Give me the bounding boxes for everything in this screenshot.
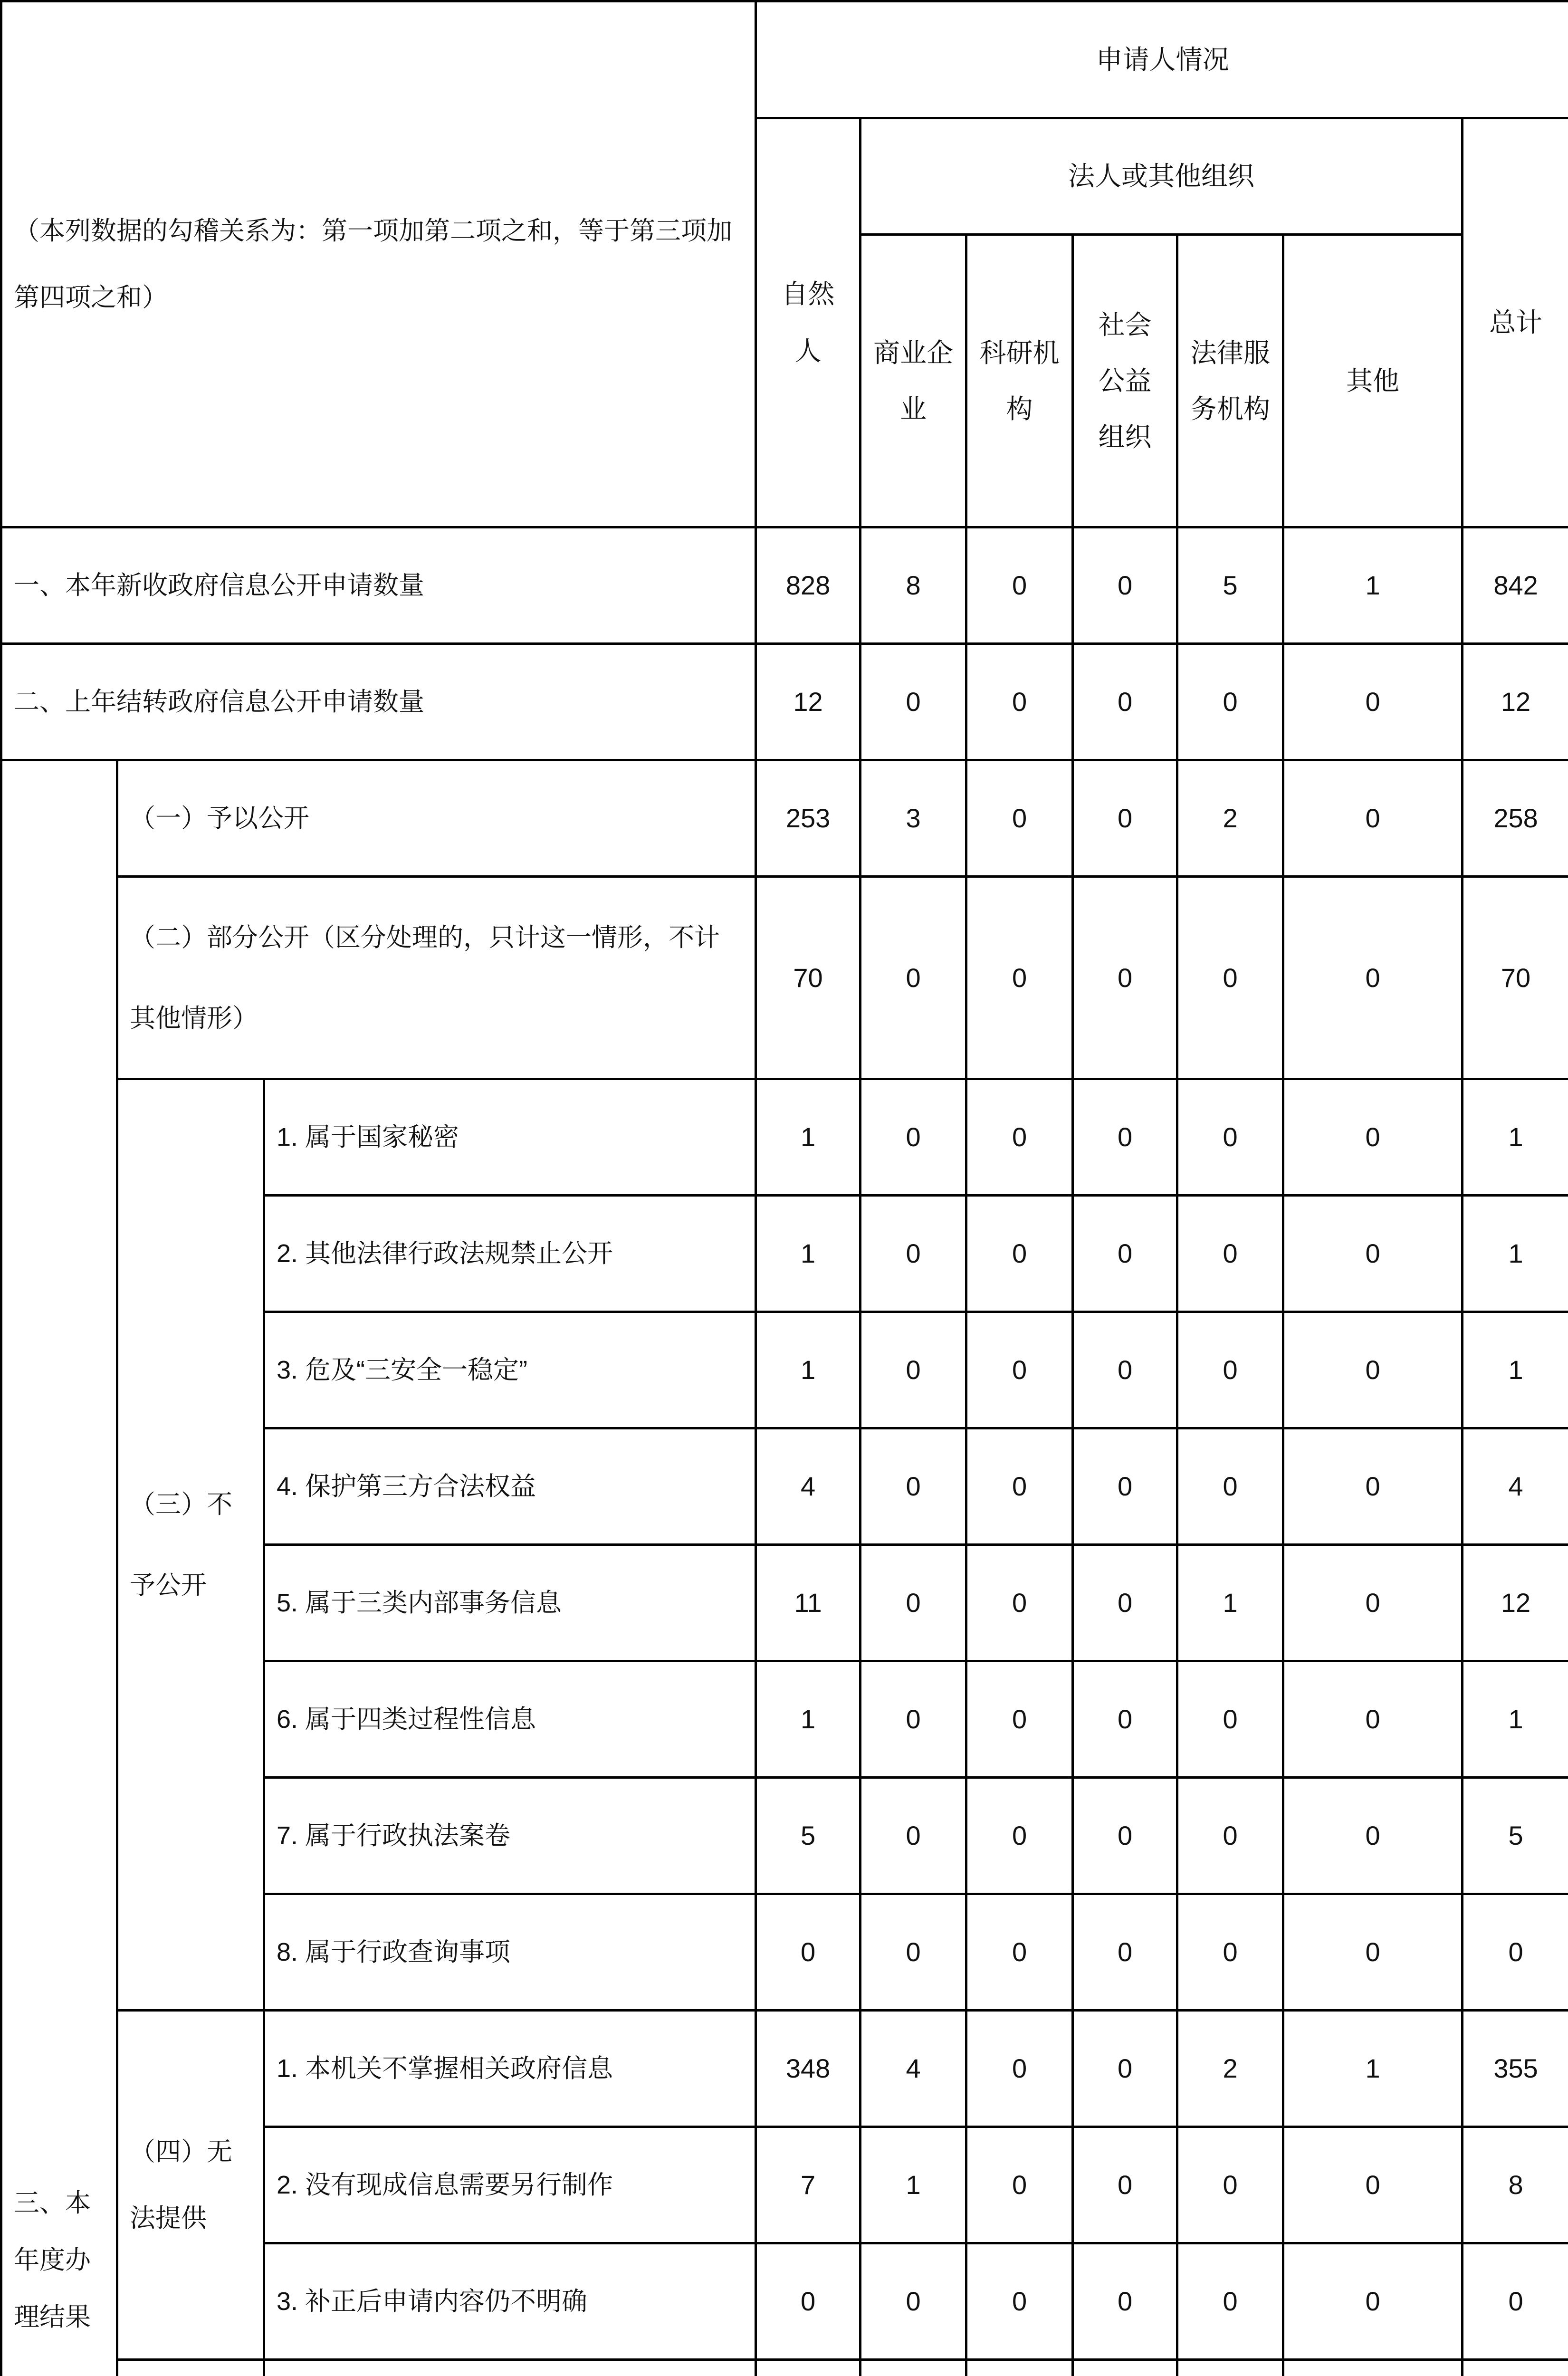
value-cell: 1 — [756, 1196, 860, 1312]
value-cell: 4 — [1463, 1428, 1568, 1545]
value-cell: 0 — [860, 1545, 966, 1661]
value-cell: 0 — [1463, 2243, 1568, 2360]
value-cell: 0 — [860, 1312, 966, 1428]
value-cell: 0 — [966, 1196, 1073, 1312]
value-cell: 0 — [966, 1545, 1073, 1661]
value-cell: 0 — [1073, 1894, 1177, 2011]
value-cell: 828 — [756, 527, 860, 644]
row-label: 7. 属于行政执法案卷 — [264, 1778, 756, 1894]
value-cell: 0 — [1283, 1428, 1463, 1545]
value-cell: 0 — [1073, 2243, 1177, 2360]
value-cell: 12 — [1463, 1545, 1568, 1661]
value-cell: 12 — [756, 644, 860, 760]
value-cell: 0 — [1283, 1545, 1463, 1661]
value-cell: 0 — [1073, 644, 1177, 760]
value-cell: 0 — [966, 1428, 1073, 1545]
value-cell: 0 — [1177, 2243, 1283, 2360]
section-3-label: 三、本年度办理结果 — [1, 760, 117, 2376]
value-cell: 0 — [1283, 1079, 1463, 1196]
group-3-label: （三）不予公开 — [117, 1079, 264, 2011]
value-cell: 1 — [1283, 527, 1463, 644]
value-cell: 2 — [1177, 2011, 1283, 2127]
header-note: （本列数据的勾稽关系为：第一项加第二项之和，等于第三项加第四项之和） — [1, 1, 756, 527]
row-label: 2. 其他法律行政法规禁止公开 — [264, 1196, 756, 1312]
value-cell: 0 — [860, 1661, 966, 1778]
value-cell: 0 — [1177, 877, 1283, 1079]
value-cell: 0 — [1283, 1312, 1463, 1428]
row-label: 8. 属于行政查询事项 — [264, 1894, 756, 2011]
value-cell: 0 — [860, 877, 966, 1079]
value-cell: 0 — [860, 2243, 966, 2360]
value-cell: 0 — [1283, 644, 1463, 760]
value-cell: 0 — [1177, 2127, 1283, 2243]
table-row — [1, 760, 1568, 877]
table-row — [1, 2011, 1568, 2127]
value-cell: 0 — [1073, 1079, 1177, 1196]
row-label: （一）予以公开 — [117, 760, 756, 877]
value-cell: 0 — [1177, 644, 1283, 760]
value-cell: 0 — [966, 527, 1073, 644]
value-cell: 8 — [1463, 2127, 1568, 2243]
value-cell: 0 — [1283, 2127, 1463, 2243]
value-cell: 0 — [756, 1894, 860, 2011]
value-cell: 0 — [966, 877, 1073, 1079]
row-label: 5. 属于三类内部事务信息 — [264, 1545, 756, 1661]
value-cell: 0 — [1463, 1894, 1568, 2011]
value-cell: 0 — [966, 1079, 1073, 1196]
value-cell: 3 — [860, 760, 966, 877]
value-cell: 0 — [1283, 877, 1463, 1079]
value-cell: 0 — [966, 1312, 1073, 1428]
value-cell: 4 — [860, 2011, 966, 2127]
value-cell: 0 — [966, 2011, 1073, 2127]
table-row — [1, 644, 1568, 760]
value-cell — [1283, 2360, 1463, 2376]
value-cell: 348 — [756, 2011, 860, 2127]
value-cell: 842 — [1463, 527, 1568, 644]
row-label: 1. 属于国家秘密 — [264, 1079, 756, 1196]
value-cell: 0 — [966, 2243, 1073, 2360]
value-cell: 0 — [1177, 1079, 1283, 1196]
value-cell: 0 — [1283, 2243, 1463, 2360]
table-row — [1, 2360, 1568, 2376]
value-cell: 5 — [1177, 527, 1283, 644]
value-cell: 0 — [1177, 1312, 1283, 1428]
value-cell: 253 — [756, 760, 860, 877]
header-applicant-info: 申请人情况 — [756, 1, 1568, 118]
value-cell: 0 — [966, 1661, 1073, 1778]
value-cell: 7 — [756, 2127, 860, 2243]
value-cell: 0 — [966, 644, 1073, 760]
value-cell: 0 — [860, 1196, 966, 1312]
header-other: 其他 — [1283, 235, 1463, 527]
value-cell: 0 — [1073, 527, 1177, 644]
row-label: 3. 补正后申请内容仍不明确 — [264, 2243, 756, 2360]
value-cell: 0 — [1177, 1196, 1283, 1312]
value-cell: 2 — [1177, 760, 1283, 877]
value-cell: 0 — [860, 1894, 966, 2011]
header-total: 总计 — [1463, 118, 1568, 527]
value-cell: 0 — [966, 1778, 1073, 1894]
value-cell: 12 — [1463, 644, 1568, 760]
value-cell: 0 — [1073, 2127, 1177, 2243]
value-cell: 0 — [1283, 1778, 1463, 1894]
value-cell: 0 — [1177, 1661, 1283, 1778]
value-cell: 1 — [756, 1312, 860, 1428]
value-cell: 1 — [1283, 2011, 1463, 2127]
value-cell: 70 — [756, 877, 860, 1079]
value-cell: 0 — [860, 1079, 966, 1196]
value-cell: 0 — [860, 644, 966, 760]
value-cell: 0 — [1283, 1661, 1463, 1778]
header-research: 科研机构 — [966, 235, 1073, 527]
row-label: 4. 保护第三方合法权益 — [264, 1428, 756, 1545]
value-cell: 0 — [966, 760, 1073, 877]
header-legal-service: 法律服务机构 — [1177, 235, 1283, 527]
value-cell: 1 — [1463, 1312, 1568, 1428]
row-label: 2. 没有现成信息需要另行制作 — [264, 2127, 756, 2243]
value-cell: 0 — [1073, 2011, 1177, 2127]
group-4-label: （四）无法提供 — [117, 2011, 264, 2360]
value-cell: 8 — [860, 527, 966, 644]
value-cell: 0 — [1073, 1545, 1177, 1661]
row-label: 1. 本机关不掌握相关政府信息 — [264, 2011, 756, 2127]
value-cell: 70 — [1463, 877, 1568, 1079]
value-cell: 0 — [1073, 1661, 1177, 1778]
row-label: 3. 危及“三安全一稳定” — [264, 1312, 756, 1428]
value-cell — [1177, 2360, 1283, 2376]
value-cell: 0 — [1073, 1196, 1177, 1312]
value-cell: 0 — [860, 1778, 966, 1894]
value-cell: 0 — [966, 1894, 1073, 2011]
row-label — [264, 2360, 756, 2376]
value-cell: 258 — [1463, 760, 1568, 877]
value-cell: 11 — [756, 1545, 860, 1661]
value-cell: 0 — [966, 2127, 1073, 2243]
value-cell: 0 — [1177, 1778, 1283, 1894]
header-legal-or-other: 法人或其他组织 — [860, 118, 1463, 235]
value-cell: 355 — [1463, 2011, 1568, 2127]
table-row — [1, 877, 1568, 1079]
value-cell — [1463, 2360, 1568, 2376]
row-label: （二）部分公开（区分处理的，只计这一情形，不计其他情形） — [117, 877, 756, 1079]
value-cell: 0 — [756, 2243, 860, 2360]
value-cell: 0 — [1283, 760, 1463, 877]
value-cell: 1 — [1463, 1661, 1568, 1778]
table-row — [1, 527, 1568, 644]
value-cell — [966, 2360, 1073, 2376]
value-cell: 0 — [860, 1428, 966, 1545]
table-row — [1, 1079, 1568, 1196]
value-cell: 5 — [756, 1778, 860, 1894]
value-cell: 1 — [1463, 1196, 1568, 1312]
value-cell: 1 — [860, 2127, 966, 2243]
header-natural-person: 自然人 — [756, 118, 860, 527]
value-cell: 0 — [1073, 1428, 1177, 1545]
value-cell: 0 — [1177, 1894, 1283, 2011]
value-cell: 0 — [1283, 1196, 1463, 1312]
value-cell: 0 — [1283, 1894, 1463, 2011]
value-cell: 0 — [1177, 1428, 1283, 1545]
value-cell: 0 — [1073, 1312, 1177, 1428]
value-cell: 0 — [1073, 760, 1177, 877]
group-5-label — [117, 2360, 264, 2376]
row-label: 一、本年新收政府信息公开申请数量 — [1, 527, 756, 644]
value-cell: 5 — [1463, 1778, 1568, 1894]
value-cell: 4 — [756, 1428, 860, 1545]
value-cell — [860, 2360, 966, 2376]
value-cell — [756, 2360, 860, 2376]
row-label: 二、上年结转政府信息公开申请数量 — [1, 644, 756, 760]
header-social-welfare: 社会公益组织 — [1073, 235, 1177, 527]
row-label: 6. 属于四类过程性信息 — [264, 1661, 756, 1778]
value-cell: 0 — [1073, 1778, 1177, 1894]
value-cell — [1073, 2360, 1177, 2376]
value-cell: 1 — [756, 1661, 860, 1778]
value-cell: 0 — [1073, 877, 1177, 1079]
value-cell: 1 — [756, 1079, 860, 1196]
header-commercial: 商业企业 — [860, 235, 966, 527]
value-cell: 1 — [1463, 1079, 1568, 1196]
value-cell: 1 — [1177, 1545, 1283, 1661]
